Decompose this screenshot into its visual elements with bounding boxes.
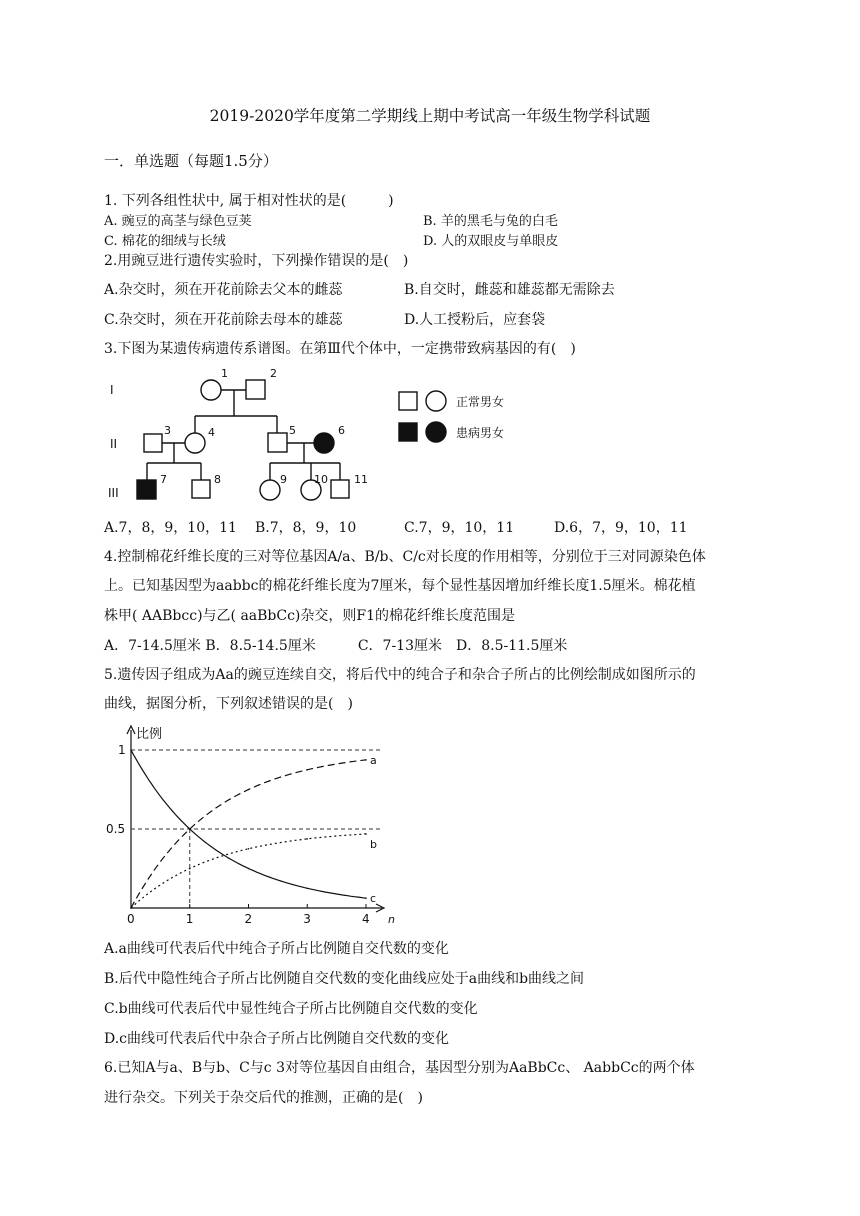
q4-line-1: 4.控制棉花纤维长度的三对等位基因A/a、B/b、C/c对长度的作用相等，分别位于三对同源染色体: [104, 549, 706, 565]
point-c-2: [248, 868, 250, 870]
pedigree-chart: [100, 362, 540, 512]
curve-a: [131, 760, 366, 908]
num-1: 1: [221, 367, 228, 380]
q5-line-2: 曲线，据图分析，下列叙述错误的是( ): [104, 696, 353, 712]
num-11: 11: [354, 473, 368, 486]
num-2: 2: [270, 367, 277, 380]
curve-label-a: a: [370, 753, 377, 767]
num-9: 9: [280, 473, 287, 486]
num-6: 6: [338, 424, 345, 437]
x-tick-label: 3: [303, 912, 311, 926]
point-b-3: [306, 838, 308, 840]
individual-4-female-normal: [185, 433, 205, 453]
individual-6-female-affected: [314, 433, 334, 453]
point-b-0: [130, 907, 132, 909]
individual-8-male-normal: [192, 480, 210, 498]
legend-normal-female: [426, 391, 446, 411]
x-tick-label: 4: [362, 912, 370, 926]
individual-7-male-affected: [137, 480, 156, 499]
num-7: 7: [160, 473, 167, 486]
q1-option-d: D. 人的双眼皮与单眼皮: [423, 234, 559, 249]
legend-affected-female: [426, 422, 446, 442]
y-axis-label: 比例: [136, 727, 163, 742]
curve-label-b: b: [370, 837, 377, 851]
x-tick-label: 2: [244, 912, 253, 926]
gen-label-1: I: [110, 383, 114, 397]
q6-line-1: 6.已知A与a、B与b、C与c 3对等位基因自由组合，基因型分别为AaBbCc、 AabbCc的两个体: [104, 1060, 695, 1076]
point-c-4: [365, 897, 367, 899]
individual-2-male-normal: [246, 380, 265, 399]
num-3: 3: [164, 424, 171, 437]
y-tick-label: 1: [118, 743, 126, 757]
q5-line-1: 5.遗传因子组成为Aa的豌豆连续自交，将后代中的纯合子和杂合子所占的比例绘制成如图所示的: [104, 667, 696, 683]
q3-option-c: C.7，9，10，11: [404, 520, 515, 536]
q4-line-3: 株甲( AABbcc)与乙( aaBbCc)杂交，则F1的棉花纤维长度范围是: [104, 608, 516, 624]
q3-option-d: D.6，7，9，10，11: [554, 520, 688, 536]
section-heading: 一．单选题（每题1.5分）: [104, 152, 278, 170]
q2-option-d: D.人工授粉后，应套袋: [404, 312, 546, 328]
point-a-4: [365, 759, 367, 761]
legend-affected-male: [399, 423, 417, 441]
q1-option-a: A. 豌豆的高茎与绿色豆荚: [104, 214, 252, 229]
individual-1-female-normal: [201, 380, 221, 400]
legend-normal-label: 正常男女: [456, 395, 505, 409]
num-4: 4: [208, 426, 215, 439]
q2-option-b: B.自交时，雌蕊和雄蕊都无需除去: [404, 282, 615, 298]
individual-11-male-normal: [331, 480, 349, 498]
q5-option-c: C.b曲线可代表后代中显性纯合子所占比例随自交代数的变化: [104, 1001, 478, 1017]
legend-normal-male: [399, 392, 417, 410]
curve-c: [131, 750, 366, 898]
q2-option-a: A.杂交时，须在开花前除去父本的雌蕊: [104, 282, 343, 298]
q3-option-a: A.7，8，9，10，11: [104, 520, 237, 536]
legend-affected-label: 患病男女: [456, 426, 505, 440]
gen-label-3: III: [108, 486, 119, 500]
x-tick-label: 1: [185, 912, 194, 926]
q5-option-a: A.a曲线可代表后代中纯合子所占比例随自交代数的变化: [104, 941, 449, 957]
point-b-1: [189, 868, 191, 870]
point-c-3: [306, 887, 308, 889]
q2-option-c: C.杂交时，须在开花前除去母本的雄蕊: [104, 312, 343, 328]
point-a-2: [248, 789, 250, 791]
num-10: 10: [314, 473, 328, 486]
q5-option-b: B.后代中隐性纯合子所占比例随自交代数的变化曲线应处于a曲线和b曲线之间: [104, 971, 585, 987]
q1-option-c: C. 棉花的细绒与长绒: [104, 234, 226, 249]
q5-option-d: D.c曲线可代表后代中杂合子所占比例随自交代数的变化: [104, 1031, 450, 1047]
num-5: 5: [289, 424, 296, 437]
point-c-1: [189, 828, 191, 830]
q1-stem: 1. 下列各组性状中, 属于相对性状的是( ): [104, 193, 394, 209]
gen-label-2: II: [110, 437, 118, 451]
individual-3-male-normal: [144, 434, 162, 452]
q6-line-2: 进行杂交。下列关于杂交后代的推测，正确的是( ): [104, 1090, 423, 1106]
curve-b: [131, 834, 366, 908]
point-c-0: [130, 749, 132, 751]
q4-line-2: 上。已知基因型为aabbc的棉花纤维长度为7厘米，每个显性基因增加纤维长度1.5厘米。棉花植: [104, 578, 696, 594]
point-b-4: [365, 833, 367, 835]
num-8: 8: [214, 473, 221, 486]
point-a-3: [306, 769, 308, 771]
point-b-2: [248, 848, 250, 850]
y-tick-label: 0.5: [106, 822, 126, 836]
page-title: 2019-2020学年度第二学期线上期中考试高一年级生物学科试题: [209, 107, 651, 125]
genotype-ratio-chart: [100, 722, 400, 932]
curve-label-c: c: [370, 892, 377, 906]
q4-options: A．7-14.5厘米 B．8.5-14.5厘米 C．7-13厘米 D．8.5-11.5厘米: [104, 638, 568, 654]
q1-option-b: B. 羊的黑毛与兔的白毛: [423, 214, 558, 229]
q3-option-b: B.7，8，9，10: [255, 520, 357, 536]
individual-9-female-normal: [260, 480, 280, 500]
q3-stem: 3.下图为某遗传病遗传系谱图。在第Ⅲ代个体中，一定携带致病基因的有( ): [104, 341, 576, 357]
q2-stem: 2.用豌豆进行遗传实验时，下列操作错误的是( ): [104, 253, 409, 269]
x-axis-label: n: [388, 913, 395, 926]
x-tick-label: 0: [127, 912, 135, 926]
individual-5-male-normal: [268, 433, 287, 452]
